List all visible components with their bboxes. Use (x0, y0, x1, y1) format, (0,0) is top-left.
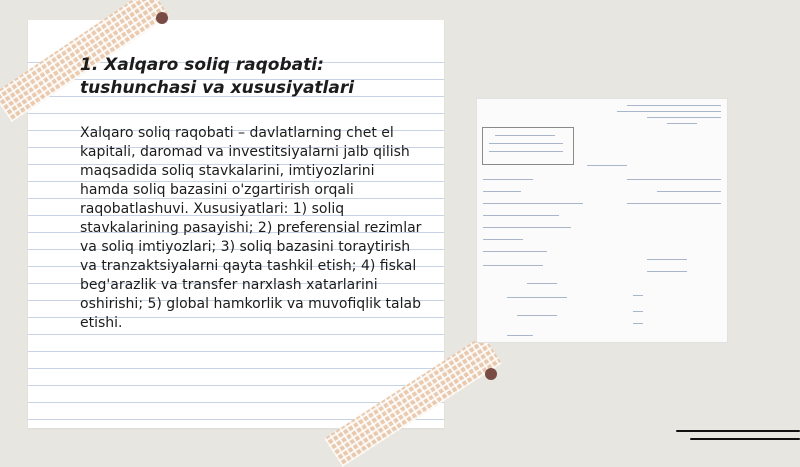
tape-end-decoration (485, 368, 497, 380)
tape-end-decoration (156, 12, 168, 24)
decorative-stripe (676, 430, 800, 432)
slide-title: 1. Xalqaro soliq raqobati: tushunchasi va xususiyatlari (80, 55, 355, 98)
scanned-form-image (476, 98, 728, 343)
decorative-stripe (690, 438, 800, 440)
slide-body-text: Xalqaro soliq raqobati – davlatlarning chet el kapitali, daromad va investitsiyalarni jalb qilish maqsadida soliq stavkalarini, imtiyozlarini hamda soliq bazasini o'zgartirish orqali raqobatlashuvi. Xususiyatlari: 1) soliq stavkalarining pasayishi; 2) preferensial rezimlar va soliq imtiyozlari; 3) soliq bazasini toraytirish va tranzaktsiyalarni qayta tashkil etish; 4) fiskal beg'arazlik va transfer narxlash xatarlarini oshirishi; 5) global hamkorlik va muvofiqlik talab etishi. (80, 125, 422, 331)
form-header-box (482, 127, 574, 165)
